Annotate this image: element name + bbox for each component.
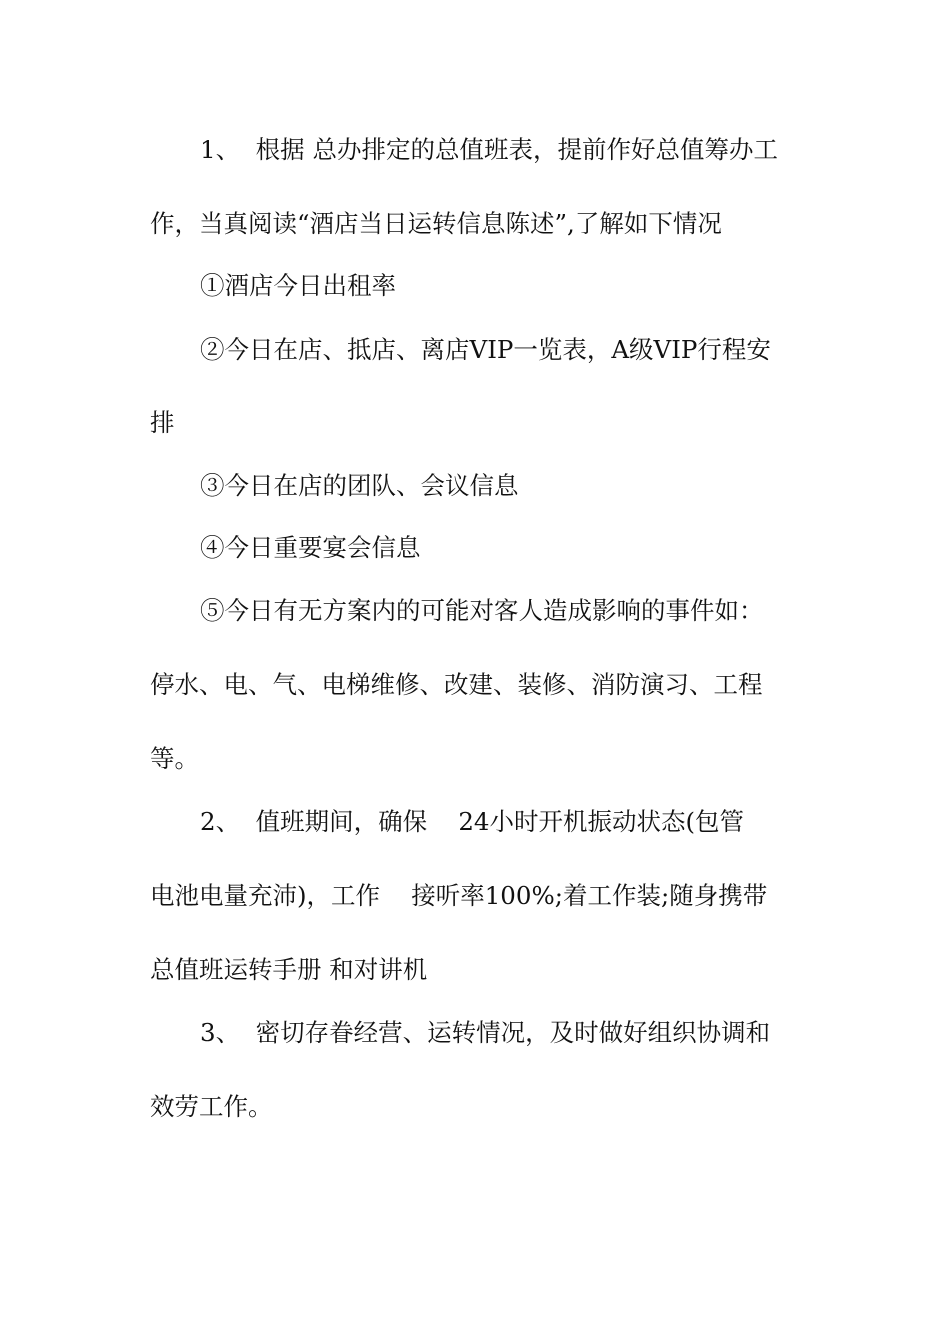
text-line: 3、 密切存眷经营、运转情况，及时做好组织协调和 (200, 1018, 771, 1047)
text-line: ④今日重要宴会信息 (200, 533, 421, 562)
text-line: 效劳工作。 (150, 1092, 273, 1121)
text-line: 作，当真阅读“酒店当日运转信息陈述”,了解如下情况 (150, 209, 722, 238)
text-line: 2、 值班期间，确保 24小时开机振动状态(包管 (200, 807, 745, 836)
text-line: ③今日在店的团队、会议信息 (200, 471, 519, 500)
text-line: 总值班运转手册 和对讲机 (150, 955, 428, 984)
text-line: ①酒店今日出租率 (200, 271, 396, 300)
text-line: ②今日在店、抵店、离店VIP一览表，A级VIP行程安 (200, 335, 771, 364)
text-line: ⑤今日有无方案内的可能对客人造成影响的事件如： (200, 596, 764, 625)
text-line: 等。 (150, 744, 199, 773)
text-line: 1、 根据 总办排定的总值班表，提前作好总值筹办工 (200, 135, 778, 164)
text-line: 电池电量充沛)，工作 接听率100%;着工作装;随身携带 (150, 881, 768, 910)
text-line: 排 (150, 408, 175, 437)
text-line: 停水、电、气、电梯维修、改建、装修、消防演习、工程 (150, 670, 763, 699)
